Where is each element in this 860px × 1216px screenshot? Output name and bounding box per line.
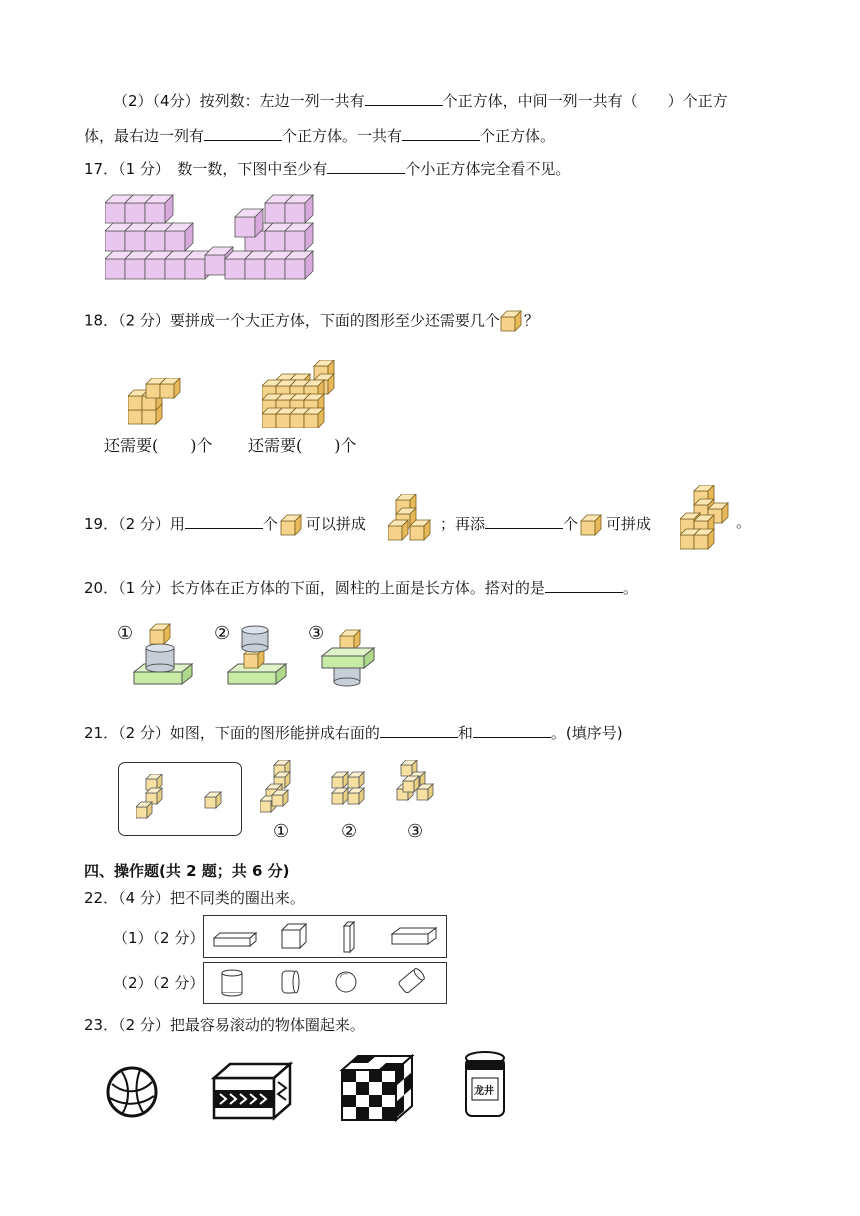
q18-label-left: 还需要( )个 [104,436,213,455]
q19-text-6: 可拼成 [606,515,652,533]
q16-part2-text: （2）（4分）按列数：左边一列一共有 [113,92,365,110]
q19-shape-b [680,485,736,555]
box-image [210,1058,294,1122]
q21-shape-3 [395,760,445,808]
q19-text-4: ；再添 [440,515,486,533]
q16-answer-blank-right[interactable] [204,124,282,141]
q18-label-right: 还需要( )个 [248,436,357,455]
q17-text: 17．（1 分） 数一数，下图中至少有 [84,160,328,178]
q16-part2-cont: 体，最右边一列有 [84,127,205,145]
q19-text-2: 个 [262,515,278,533]
q18-text: 18．（2 分）要拼成一个大正方体，下面的图形至少还需要几个 [84,311,500,330]
q23-text: 23．（2 分）把最容易滚动的物体圈起来。 [84,1016,365,1034]
q17-answer-blank[interactable] [327,157,405,174]
q16-part2-mid: 个正方体，中间一列一共有（ ）个正方 [442,92,728,110]
q20-line [84,576,638,598]
rubiks-cube-image [338,1052,418,1124]
q21-shape-2 [330,770,374,812]
q21-piece-a [136,774,176,826]
ball-image [104,1064,160,1120]
q22-text: 22．（4 分）把不同类的圈出来。 [84,889,305,907]
q21-text: 21．（2 分）如图，下面的图形能拼成右面的 [84,724,380,742]
q17-text-end: 个小正方体完全看不见。 [405,160,571,178]
q22-sub1-label: （1）（2 分） [113,929,205,947]
cube-icon [500,310,524,332]
q20-label-1: ① [117,623,134,644]
q16-part2-cont2: 个正方体。一共有 [282,127,403,145]
q22-sub2-label: （2）（2 分） [113,974,205,992]
q21-answer-blank-1[interactable] [380,721,458,738]
q19-shape-a [388,494,438,544]
q19-text-3: 可以拼成 [305,515,366,533]
q19-text: 19．（2 分）用 [84,515,185,533]
q18-small-cube-figure [128,378,184,426]
q21-label-3: ③ [407,821,424,842]
q20-stack-2 [226,620,306,688]
q19-answer-blank-2[interactable] [485,512,563,529]
section4-heading: 四、操作题(共 2 题；共 6 分) [84,862,290,880]
q20-label-3: ③ [308,623,325,644]
q21-answer-blank-2[interactable] [473,721,551,738]
q18-large-cube-figure [262,360,342,428]
q21-shape-1 [260,760,300,816]
q19-answer-blank-1[interactable] [185,512,263,529]
cube-icon [278,513,306,537]
q16-answer-blank-total[interactable] [402,124,480,141]
q20-stack-1 [132,620,212,688]
q16-part2-line1 [113,89,728,111]
q16-part2-end: 个正方体。 [480,127,556,145]
q18-text-end: ？ [523,311,539,330]
q22-row1-shapes [206,918,442,954]
q16-part2-line2 [84,124,555,146]
q18-line [84,310,539,332]
q19-line-start [84,512,366,537]
q19-line-mid [440,512,651,537]
q19-end: 。 [736,513,752,531]
q21-label-2: ② [341,821,358,842]
q20-stack-3 [320,626,390,688]
q19-text-5: 个 [563,515,579,533]
q17-line [84,157,570,179]
q21-piece-b [203,790,229,814]
cube-icon [578,513,606,537]
q21-text-2: 和 [457,724,473,742]
q20-text-end: 。 [622,579,638,597]
tea-jar-label: 龙井 [474,1086,494,1097]
q21-line [84,721,623,743]
q20-answer-blank[interactable] [545,576,623,593]
q21-label-1: ① [273,821,290,842]
q21-text-3: 。(填序号) [550,724,623,742]
q22-row2-shapes [206,965,442,999]
q20-label-2: ② [214,623,231,644]
q20-text: 20．（1 分）长方体在正方体的下面，圆柱的上面是长方体。搭对的是 [84,579,545,597]
q16-answer-blank-left[interactable] [365,89,443,106]
q17-purple-cube-figure [105,185,320,285]
